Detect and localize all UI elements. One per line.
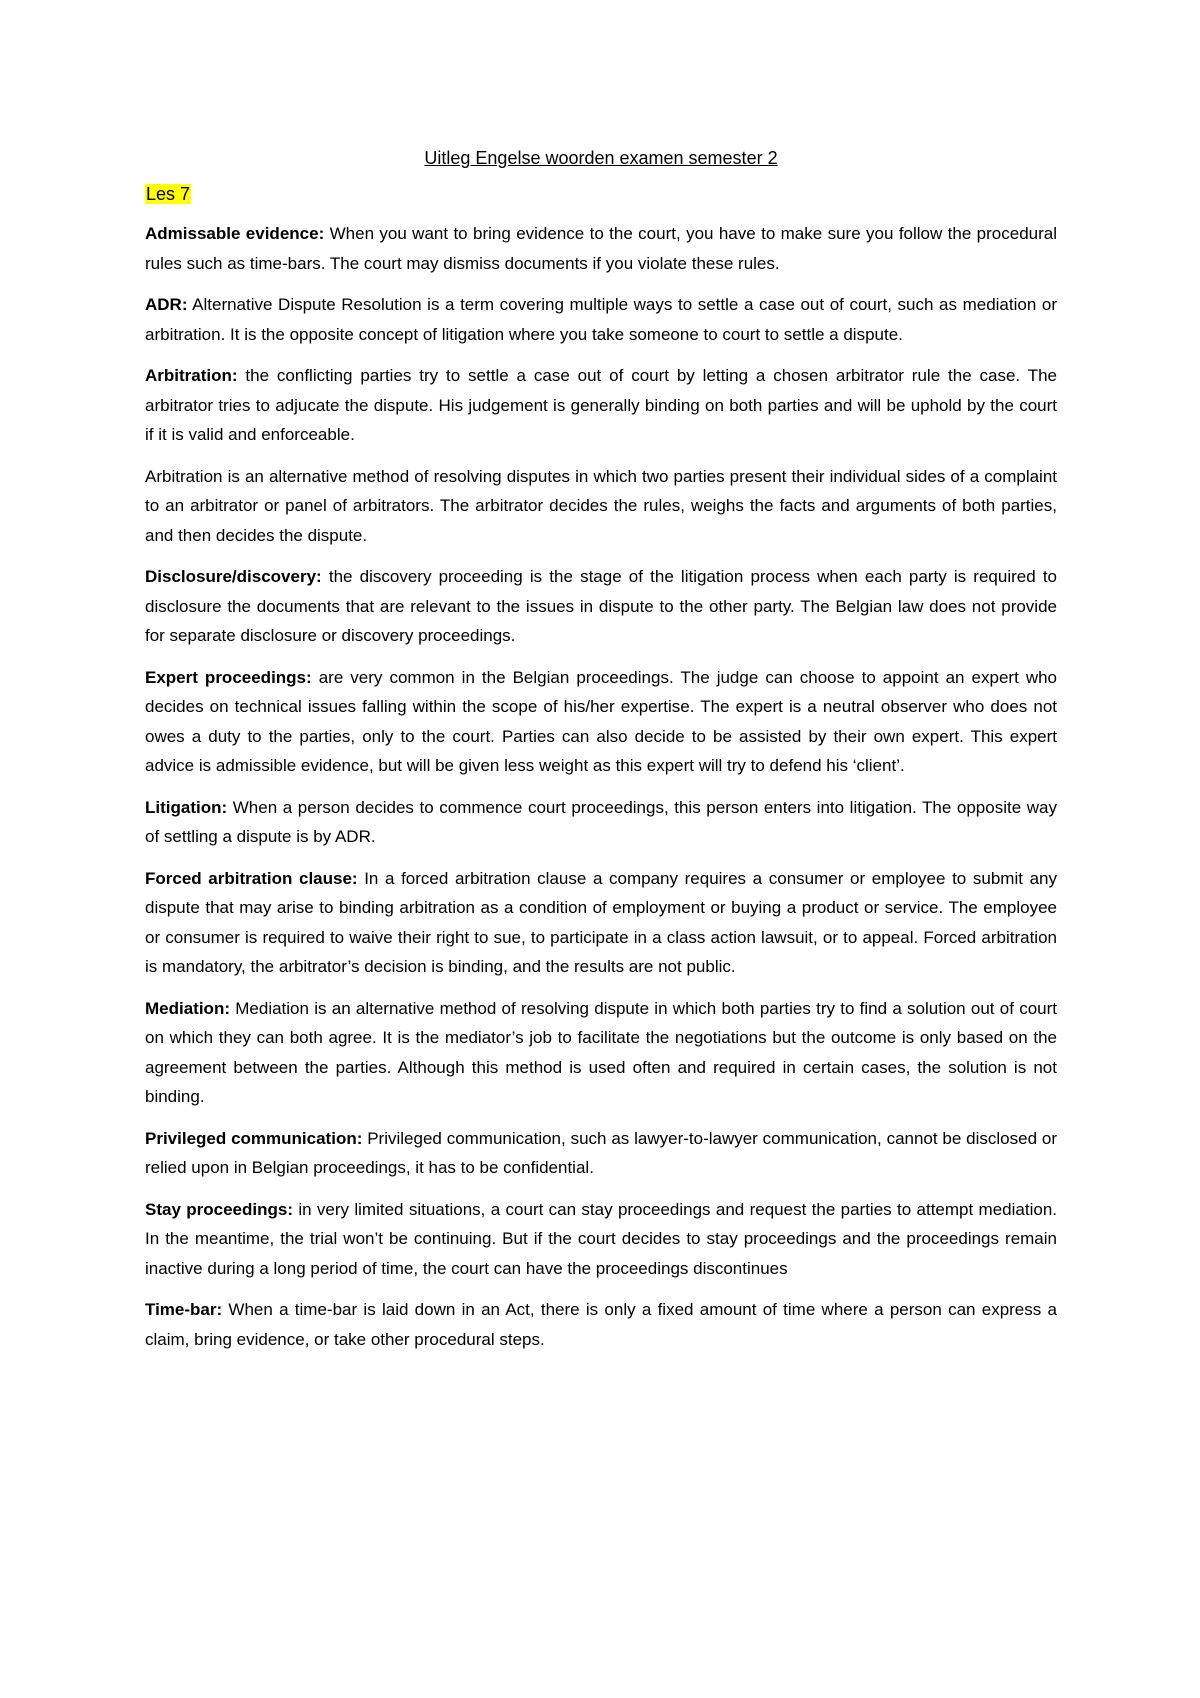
glossary-definition: When a person decides to commence court proceedings, this person enters into litigation. The opposite way of settling a dispute is by ADR. xyxy=(145,797,1057,846)
glossary-entry-arbitration xyxy=(145,361,1057,450)
glossary-entry-litigation xyxy=(145,793,1057,852)
glossary-entry-adr xyxy=(145,290,1057,349)
document-body xyxy=(145,146,1057,1366)
glossary-term: Arbitration: xyxy=(145,366,238,385)
glossary-entry-arbitration-extra xyxy=(145,462,1057,551)
glossary-definition: are very common in the Belgian proceedings. The judge can choose to appoint an expert who decides on technical issues falling within the scope of his/her expertise. The expert is a neutral observer who does not owes a duty to the parties, only to the court. Parties can also decide to be assisted by their own expert. This expert advice is admissible evidence, but will be given less weight as this expert will try to defend his ‘client’. xyxy=(145,667,1058,775)
glossary-definition: Alternative Dispute Resolution is a term covering multiple ways to settle a case out of court, such as mediation or arbitration. It is the opposite concept of litigation where you take someone to court to settle a dispute. xyxy=(145,295,1057,344)
glossary-entry-disclosure-discovery xyxy=(145,562,1057,651)
section-heading-highlight: Les 7 xyxy=(146,184,191,204)
section-heading xyxy=(145,182,1057,206)
document-title: Uitleg Engelse woorden examen semester 2 xyxy=(424,148,778,168)
glossary-definition: in very limited situations, a court can stay proceedings and request the parties to attempt mediation. In the meantime, the trial won’t be continuing. But if the court decides to stay proceedings and the proceedings remain inactive during a long period of time, the court can have the proceedings discontinues xyxy=(145,1199,1057,1278)
glossary-entry-stay-proceedings xyxy=(145,1195,1057,1284)
glossary-definition: Mediation is an alternative method of resolving dispute in which both parties try to find a solution out of court on which they can both agree. It is the mediator’s job to facilitate the negotiations but the outcome is only based on the agreement between the parties. Although this method is used often and required in certain cases, the solution is not binding. xyxy=(145,998,1057,1106)
glossary-term: Disclosure/discovery: xyxy=(145,567,322,586)
glossary-term: Admissable evidence: xyxy=(145,224,325,243)
glossary-definition: the conflicting parties try to settle a case out of court by letting a chosen arbitrator rule the case. The arbitrator tries to adjucate the dispute. His judgement is generally binding on both parties and will be uphold by the court if it is valid and enforceable. xyxy=(145,366,1057,444)
glossary-entry-mediation xyxy=(145,994,1057,1112)
glossary-term: Mediation: xyxy=(145,998,230,1018)
glossary-definition: When a time-bar is laid down in an Act, there is only a fixed amount of time where a person can express a claim, bring evidence, or take other procedural steps. xyxy=(145,1300,1057,1349)
glossary-term: Time-bar: xyxy=(145,1300,223,1319)
glossary-term: Privileged communication: xyxy=(145,1128,363,1148)
glossary-definition: In a forced arbitration clause a company requires a consumer or employee to submit any dispute that may arise to binding arbitration as a condition of employment or buying a product or service. The employee or consumer is required to waive their right to sue, to participate in a class action lawsuit, or to appeal. Forced arbitration is mandatory, the arbitrator’s decision is binding, and the results are not public. xyxy=(145,868,1057,976)
glossary-entry-privileged-communication xyxy=(145,1124,1057,1183)
glossary-definition: the discovery proceeding is the stage of the litigation process when each party is required to disclosure the documents that are relevant to the issues in dispute to the other party. The Belgian law does not provide for separate disclosure or discovery proceedings. xyxy=(145,567,1057,645)
glossary-definition: When you want to bring evidence to the court, you have to make sure you follow the procedural rules such as time-bars. The court may dismiss documents if you violate these rules. xyxy=(145,224,1057,273)
glossary-entry-forced-arbitration-clause xyxy=(145,864,1057,982)
glossary-entry-admissable-evidence xyxy=(145,219,1057,278)
glossary-entry-time-bar xyxy=(145,1295,1057,1354)
glossary-term: ADR: xyxy=(145,295,188,314)
glossary-term: Forced arbitration clause: xyxy=(145,868,358,888)
glossary-term: Litigation: xyxy=(145,797,228,817)
glossary-entry-expert-proceedings xyxy=(145,663,1057,781)
glossary-term: Expert proceedings: xyxy=(145,667,312,687)
glossary-definition: Privileged communication, such as lawyer-to-lawyer communication, cannot be disclosed or relied upon in Belgian proceedings, it has to be confidential. xyxy=(145,1128,1057,1177)
glossary-term: Stay proceedings: xyxy=(145,1199,293,1219)
glossary-definition: Arbitration is an alternative method of resolving disputes in which two parties present their individual sides of a complaint to an arbitrator or panel of arbitrators. The arbitrator decides the rules, weighs the facts and arguments of both parties, and then decides the dispute. xyxy=(145,466,1057,545)
